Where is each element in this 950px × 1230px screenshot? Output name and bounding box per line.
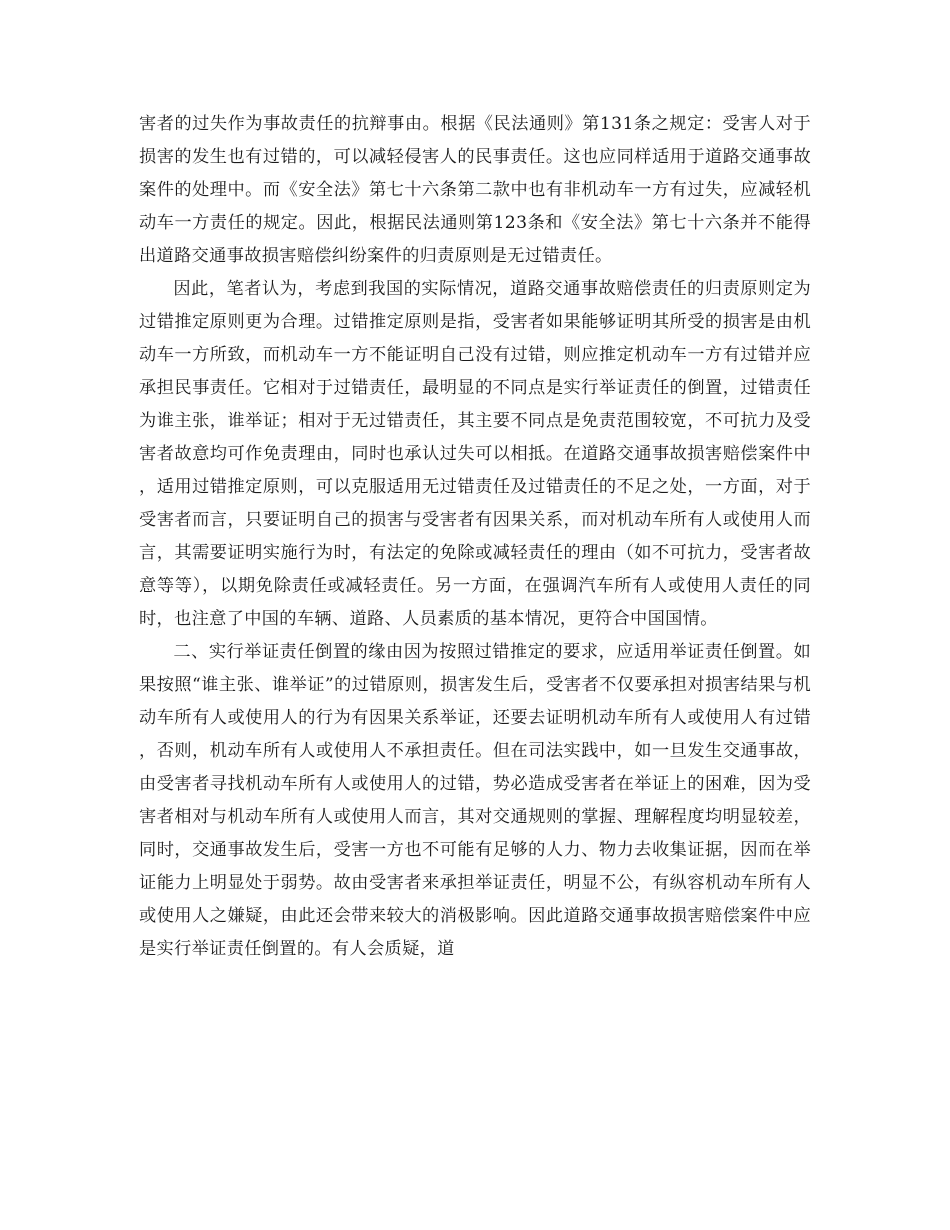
document-body [139,108,811,966]
paragraph-fault-presumption: 因此，笔者认为，考虑到我国的实际情况，道路交通事故赔偿责任的归责原则定为过错推定原则更为合理。过错推定原则是指，受害者如果能够证明其所受的损害是由机动车一方所致，而机动车一方不能证明自己没有过错，则应推定机动车一方有过错并应承担民事责任。它相对于过错责任，最明显的不同点是实行举证责任的倒置，过错责任为谁主张，谁举证；相对于无过错责任，其主要不同点是免责范围较宽，不可抗力及受害者故意均可作免责理由，同时也承认过失可以相抵。在道路交通事故损害赔偿案件中，适用过错推定原则，可以克服适用无过错责任及过错责任的不足之处，一方面，对于受害者而言，只要证明自己的损害与受害者有因果关系，而对机动车所有人或使用人而言，其需要证明实施行为时，有法定的免除或减轻责任的理由（如不可抗力，受害者故意等等），以期免除责任或减轻责任。另一方面，在强调汽车所有人或使用人责任的同时，也注意了中国的车辆、道路、人员素质的基本情况，更符合中国国情。 [139,279,811,629]
paragraph-burden-of-proof: 二、实行举证责任倒置的缘由因为按照过错推定的要求，应适用举证责任倒置。如果按照“谁主张、谁举证”的过错原则，损害发生后，受害者不仅要承担对损害结果与机动车所有人或使用人的行为有因果关系举证，还要去证明机动车所有人或使用人有过错，否则，机动车所有人或使用人不承担责任。但在司法实践中，如一旦发生交通事故，由受害者寻找机动车所有人或使用人的过错，势必造成受害者在举证上的困难，因为受害者相对与机动车所有人或使用人而言，其对交通规则的掌握、理解程度均明显较差，同时，交通事故发生后，受害一方也不可能有足够的人力、物力去收集证据，因而在举证能力上明显处于弱势。故由受害者来承担举证责任，明显不公，有纵容机动车所有人或使用人之嫌疑，由此还会带来较大的消极影响。因此道路交通事故损害赔偿案件中应是实行举证责任倒置的。有人会质疑，道 [139,642,811,959]
paragraph-continuation: 害者的过失作为事故责任的抗辩事由。根据《民法通则》第131条之规定：受害人对于损害的发生也有过错的，可以减轻侵害人的民事责任。这也应同样适用于道路交通事故案件的处理中。而《安全法》第七十六条第二款中也有非机动车一方有过失，应减轻机动车一方责任的规定。因此，根据民法通则第123条和《安全法》第七十六条并不能得出道路交通事故损害赔偿纠纷案件的归责原则是无过错责任。 [139,114,811,266]
